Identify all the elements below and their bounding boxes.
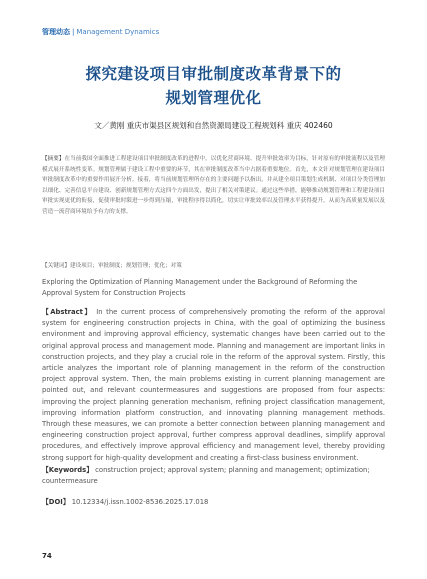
keywords-en-text: construction project; approval system; planning and management; optimization; countermeasure	[42, 466, 370, 485]
doi-label: 【DOI】	[42, 498, 70, 506]
section-header	[42, 28, 159, 37]
article-title-line2: 规划管理优化	[165, 89, 262, 107]
abstract-en	[42, 307, 385, 464]
abstract-cn-text: 在当前我国全面推进工程建设项目审批制度改革的进程中，以优化营商环境、提升审批效率为目标，针对原有的审批流程以及管理模式展开系统性变革。规划管理属于建设工程中重要的环节，其在审批制度改革当中占据着重要地位。首先，本文针对规划管理在建设项目审批制度改革中的重要作用展开分析。接着，将当前规划管理所存在的主要问题予以指出，并从建全项目策划生成机制、对项目分类管理加以细化、完善信息平台建设、创新规划管理方式这四个方面出发，提出了相关对策建议。通过这些举措，能够推动规划管理和工程建设项目审批实现更优的衔接，促使审批时限进一步得到压缩，审批程序得以简化，切实让审批效率以及管理水平获得提升，从而为高质量发展以及营造一流营商环境给予有力的支撑。	[42, 156, 385, 215]
keywords-cn	[42, 262, 385, 271]
section-separator: |	[72, 28, 75, 36]
doi-text: 10.12334/j.issn.1002-8536.2025.17.018	[71, 498, 209, 506]
section-name-en: Management Dynamics	[76, 28, 160, 36]
author-info: 文／黄刚 重庆市渠县区规划和自然资源局建设工程规划科 重庆 402460	[94, 121, 333, 130]
article-title-line1: 探究建设项目审批制度改革背景下的	[85, 65, 342, 83]
section-name-cn: 管理动态	[42, 28, 70, 36]
keywords-cn-text: 建设项目；审批制度；规划管理；优化；对策	[69, 263, 182, 269]
article-title-en: Exploring the Optimization of Planning Management under the Background of Reforming the Approval System for Construction Projects	[42, 278, 358, 297]
abstract-en-label: 【Abstract】	[42, 308, 93, 316]
abstract-cn-label: 【摘要】	[42, 156, 65, 162]
doi	[42, 497, 208, 507]
keywords-en	[42, 465, 385, 487]
page-number: 74	[42, 552, 52, 560]
abstract-cn	[42, 154, 385, 218]
abstract-en-text: In the current process of comprehensively promoting the reform of the approval system for engineering construction projects in China, with the goal of optimizing the business environment and improving approval efficiency, systematic changes have been carried out to the original approval process and management mode. Planning and management are important links in construction projects, and they play a crucial role in the reform of the approval system. Firstly, this article analyzes the important role of planning management in the reform of the construction project approval system. Then, the main problems existing in current planning management are pointed out, and relevant countermeasures and suggestions are proposed from four aspects: improving the project planning generation mechanism, refining project classification management, improving information platform construction, and innovating planning management methods. Through these measures, we can promote a better connection between planning management and engineering construction project approval, further compress approval deadlines, simplify approval procedures, and effectively improve approval efficiency and management level, thereby providing strong support for high-quality development and creating a first-class business environment.	[42, 308, 385, 462]
keywords-en-label: 【Keywords】	[42, 466, 93, 474]
keywords-cn-label: 【关键词】	[42, 263, 70, 269]
